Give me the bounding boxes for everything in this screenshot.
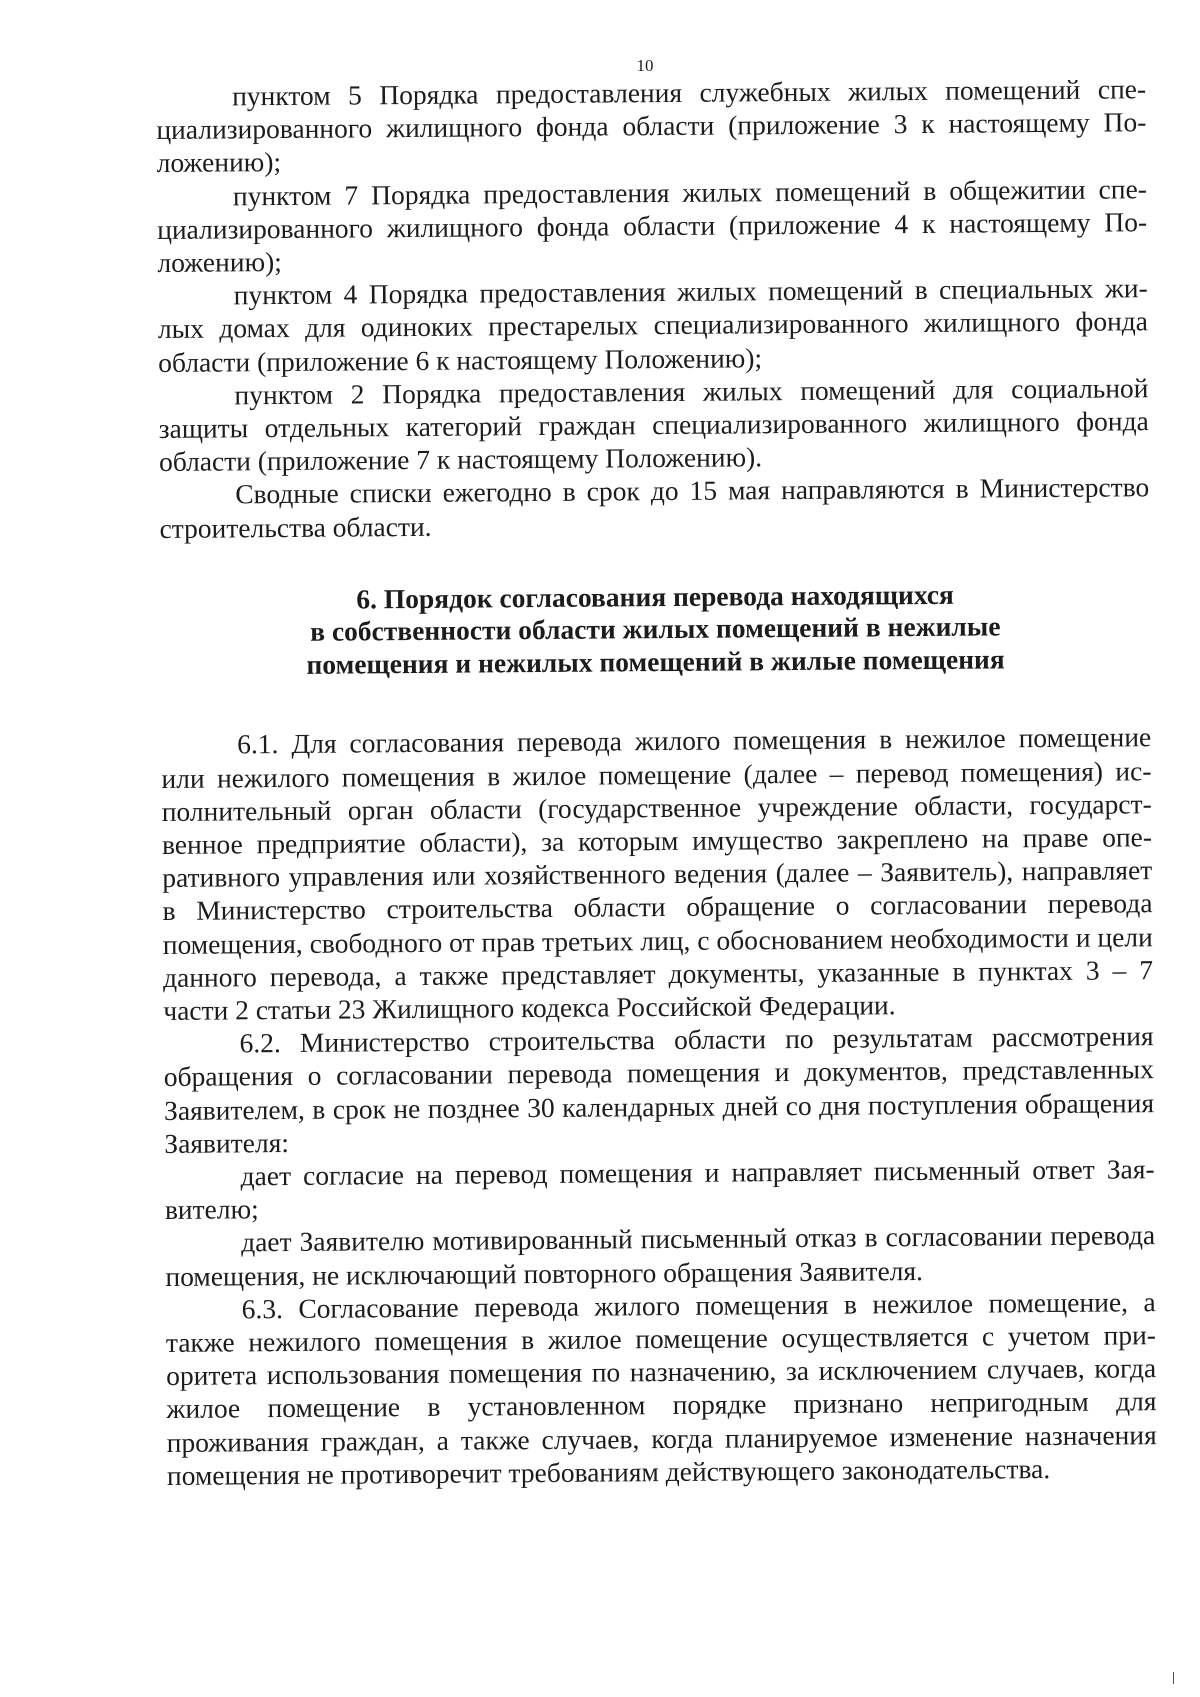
paragraph-item-2: пунктом 2 Порядка предоставления жилых помещений для социальной защиты отдельных категорий граждан специализированного жилищного фонда области (приложение 7 к настоящему Положению). — [158, 372, 1149, 478]
paragraph-6-1: 6.1. Для согласования перевода жилого помещения в нежилое помещение или нежилого помещения в жилое помещение (далее – перевод помещения) исполнительный орган области (государственное учреждение области, государственное предприятие области), за которым имущество закреплено на праве оперативного управления или хозяйственного ведения (далее – Заявитель), направляет в Министерство строительства области обращение о согласовании перевода помещения, свободного от прав третьих лиц, с обоснованием необходимости и цели данного перевода, а также представляет документы, указанные в пунктах 3 – 7 части 2 статьи 23 Жилищного кодекса Российской Федерации. — [161, 721, 1154, 1026]
paragraph-6-2-refusal: дает Заявителю мотивированный письменный отказ в согласовании перевода помещения, не исключающий повторного обращения Заявителя. — [165, 1219, 1156, 1292]
paragraph-6-2: 6.2. Министерство строительства области по результатам рассмотрения обращения о согласовании перевода помещения и документов, представленных Заявителем, в срок не позднее 30 календарных дней со дня поступления обращения Заявителя: — [163, 1020, 1155, 1159]
paragraph-summary-lists: Сводные списки ежегодно в срок до 15 мая направляются в Министерство строительства области. — [159, 471, 1150, 544]
paragraph-6-3: 6.3. Согласование перевода жилого помещения в нежилое помещение, а также нежилого помещения в жилое помещение осуществляется с учетом приоритета использования помещения по назначению, за исключением случаев, когда жилое помещение в установленном порядке признано непригодным для проживания граждан, а также случаев, когда планируемое изменение назначения помещения не противоречит требованиям действующего законодательства. — [165, 1285, 1157, 1491]
paragraph-item-5: пунктом 5 Порядка предоставления служебных жилых помещений специализированного жилищного фонда области (приложение 3 к настоящему Положению); — [156, 73, 1147, 179]
paragraph-item-4: пунктом 4 Порядка предоставления жилых помещений в специальных жилых домах для одиноких престарелых специализированного жилищного фонда области (приложение 6 к настоящему Положению); — [157, 272, 1149, 378]
scan-edge-mark — [1173, 1672, 1174, 1684]
paragraph-6-2-consent: дает согласие на перевод помещения и направляет письменный ответ Заявителю; — [164, 1153, 1155, 1226]
paragraph-item-7: пунктом 7 Порядка предоставления жилых помещений в общежитии специализированного жилищного фонда области (приложение 4 к настоящему Положению); — [157, 172, 1148, 279]
section-heading — [160, 577, 1151, 682]
section-heading-line: в собственности области жилых помещений в нежилые — [310, 610, 1001, 648]
page-number: 10 — [636, 56, 654, 75]
section-heading-line: 6. Порядок согласования перевода находящихся — [356, 578, 954, 615]
section-heading-line: помещения и нежилых помещений в жилые помещения — [306, 643, 1005, 680]
document-body — [156, 72, 1157, 1492]
